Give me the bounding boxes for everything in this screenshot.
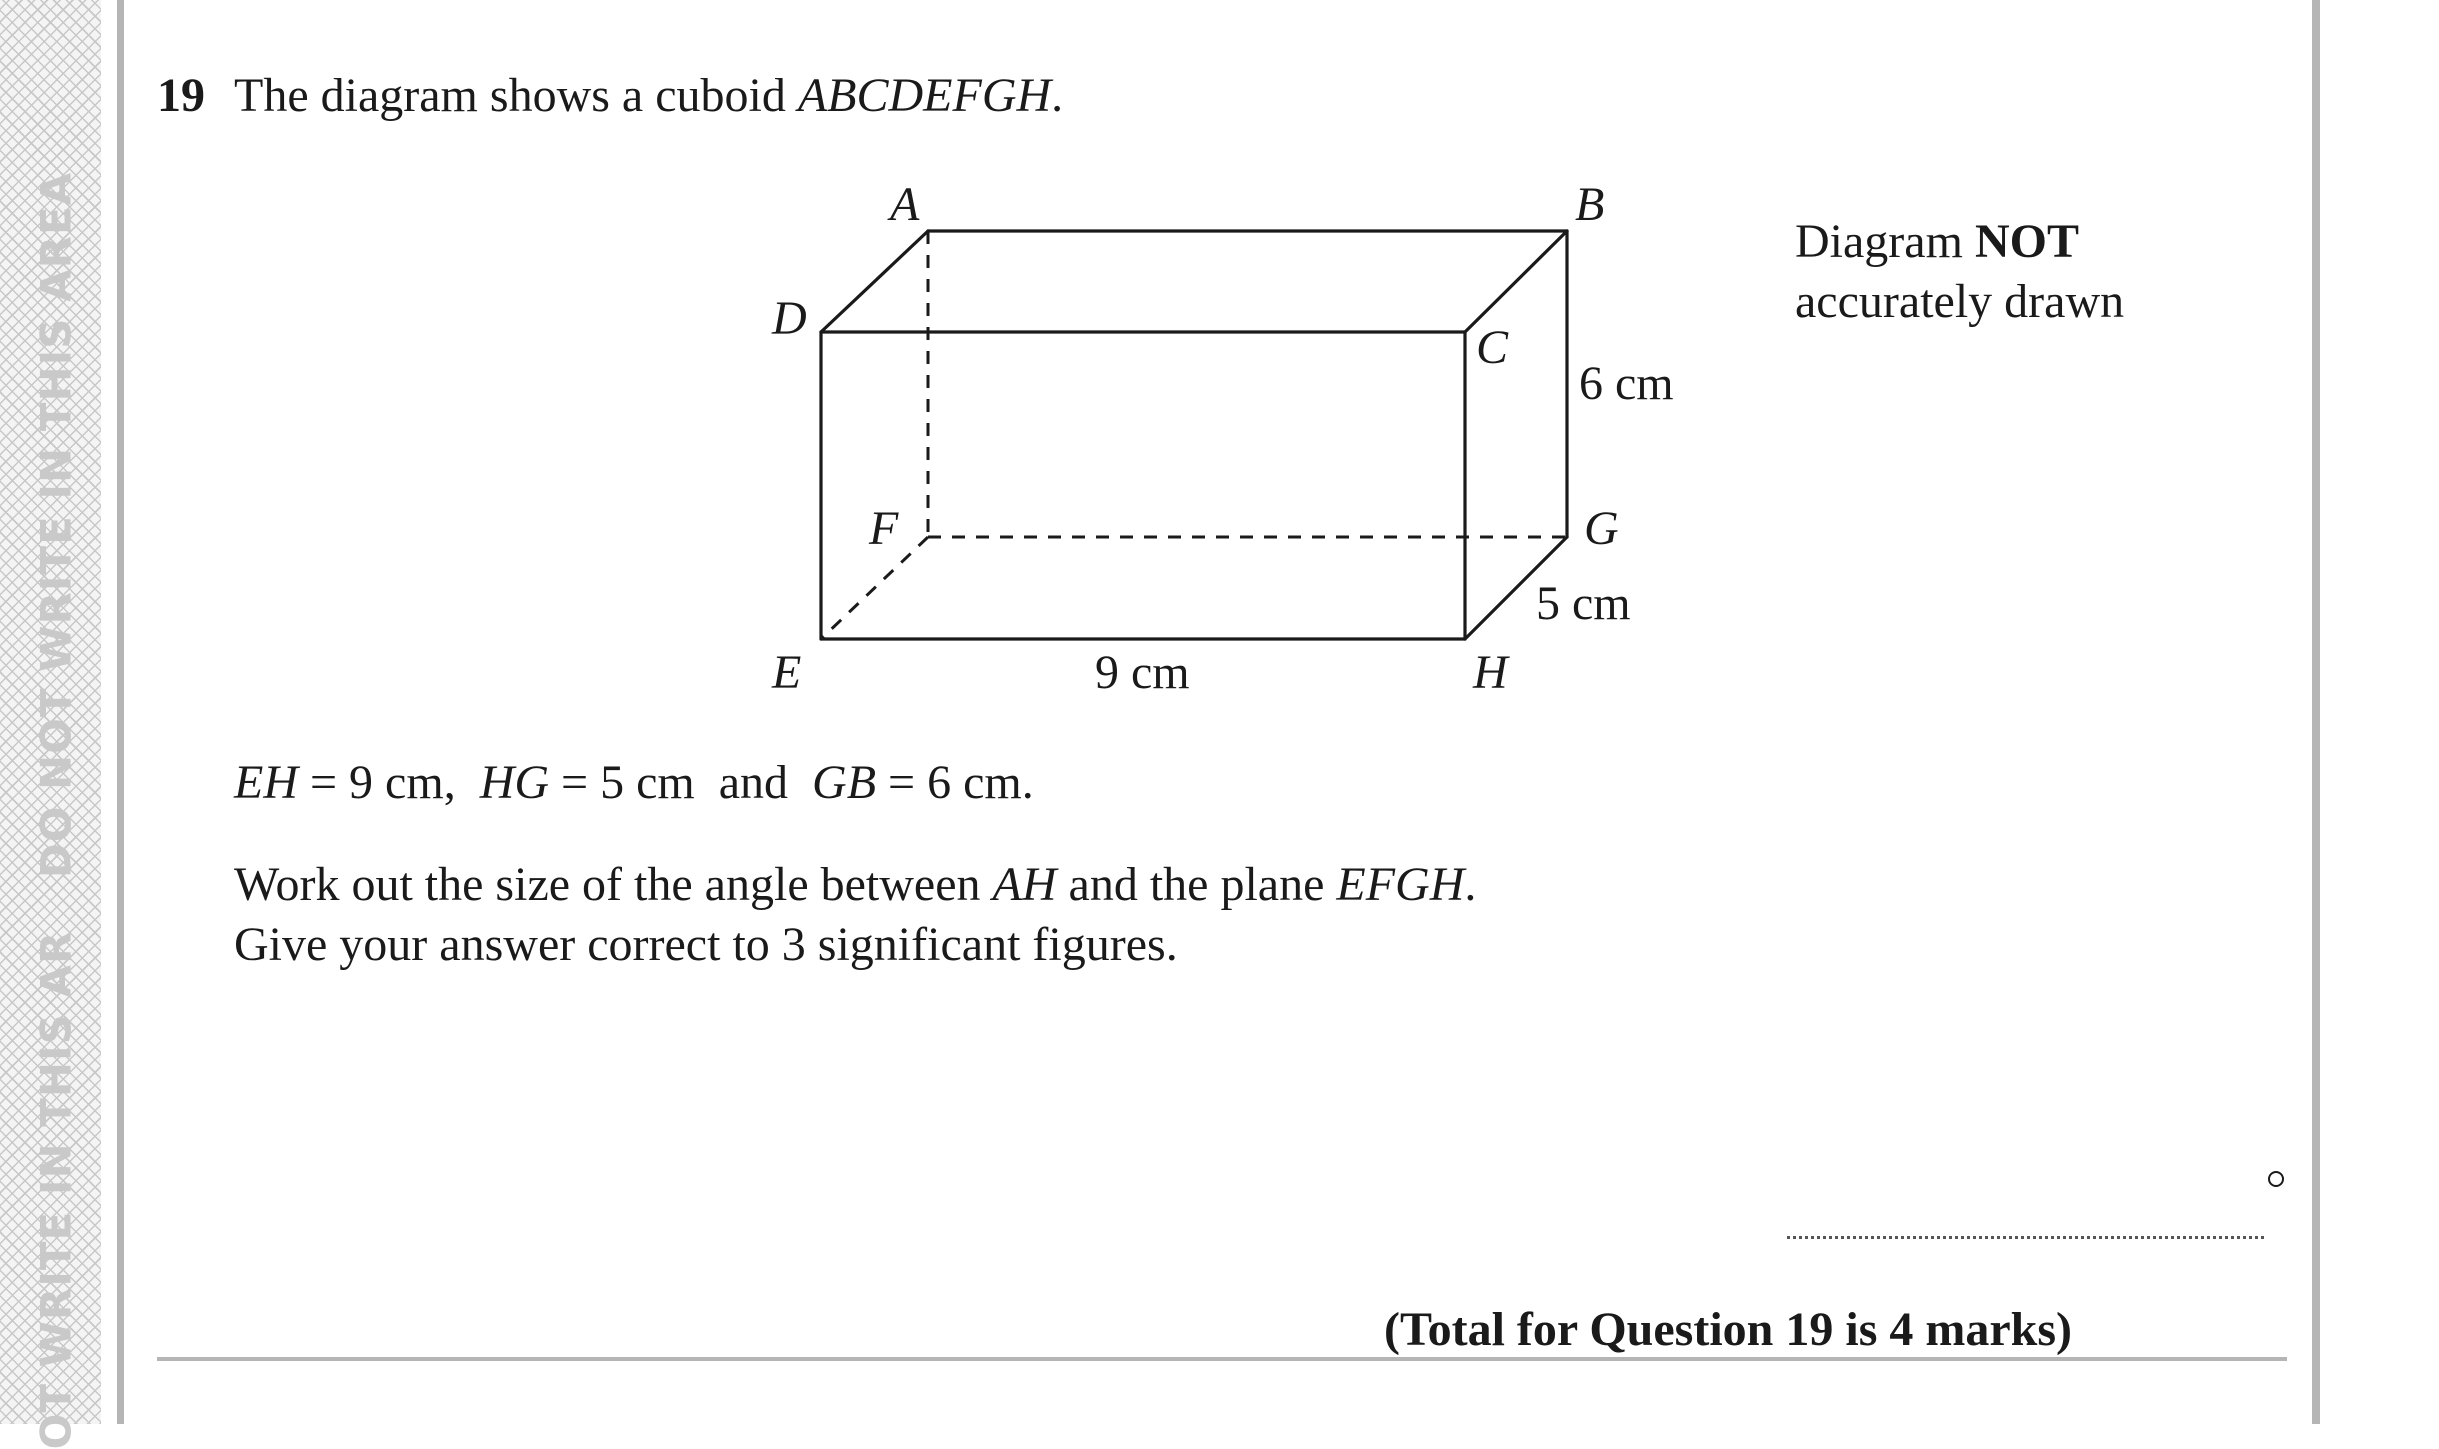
do-not-write-warning-partial: OT WRITE IN THIS AR	[31, 930, 81, 1449]
cuboid-name: ABCDEFGH	[797, 69, 1052, 122]
total-marks: (Total for Question 19 is 4 marks)	[1384, 1303, 2073, 1356]
given-hg-value: = 5 cm and	[549, 756, 813, 809]
question-intro-period: .	[1051, 69, 1064, 122]
length-label-HG: 5 cm	[1536, 577, 1631, 630]
task-instructions	[234, 855, 1476, 975]
length-label-EH: 9 cm	[1095, 646, 1190, 699]
edge-DA	[821, 231, 928, 332]
task-text-c: and the plane	[1056, 858, 1337, 911]
task-line-1	[234, 855, 1476, 915]
task-line-2: Give your answer correct to 3 significant figures.	[234, 918, 1178, 971]
given-hg-name: HG	[479, 756, 550, 809]
given-eh-name: EH	[234, 756, 298, 809]
vertex-label-H: H	[1473, 646, 1508, 699]
task-text-a: Work out the size of the angle between	[234, 858, 993, 911]
task-plane-efgh: EFGH	[1336, 858, 1465, 911]
task-line-ah: AH	[992, 858, 1057, 911]
vertex-label-C: C	[1476, 321, 1509, 374]
vertex-label-E: E	[772, 646, 802, 699]
vertex-label-B: B	[1575, 178, 1605, 231]
given-lengths	[234, 755, 1034, 810]
question-intro-text: The diagram shows a cuboid	[234, 69, 798, 122]
given-eh-value: = 9 cm,	[297, 756, 480, 809]
given-gb-name: GB	[812, 756, 877, 809]
note-prefix: Diagram	[1795, 215, 1975, 268]
question-number: 19	[157, 69, 205, 122]
question-divider	[157, 1357, 2287, 1361]
note-line-2: accurately drawn	[1795, 275, 2125, 328]
length-label-GB: 6 cm	[1579, 357, 1674, 410]
answer-line[interactable]	[1787, 1236, 2264, 1239]
edge-CB	[1465, 231, 1567, 332]
vertex-label-F: F	[869, 502, 899, 555]
vertex-label-A: A	[890, 178, 920, 231]
do-not-write-warning: DO NOT WRITE IN THIS AREA	[31, 171, 81, 879]
given-gb-value: = 6 cm.	[876, 756, 1034, 809]
diagram-not-accurate-note	[1795, 212, 2124, 332]
vertex-label-D: D	[772, 292, 807, 345]
note-line-1	[1795, 212, 2124, 272]
note-not-bold: NOT	[1974, 215, 2079, 268]
vertex-label-G: G	[1584, 502, 1619, 555]
task-text-e: .	[1464, 858, 1477, 911]
degree-symbol-icon	[2268, 1171, 2284, 1187]
